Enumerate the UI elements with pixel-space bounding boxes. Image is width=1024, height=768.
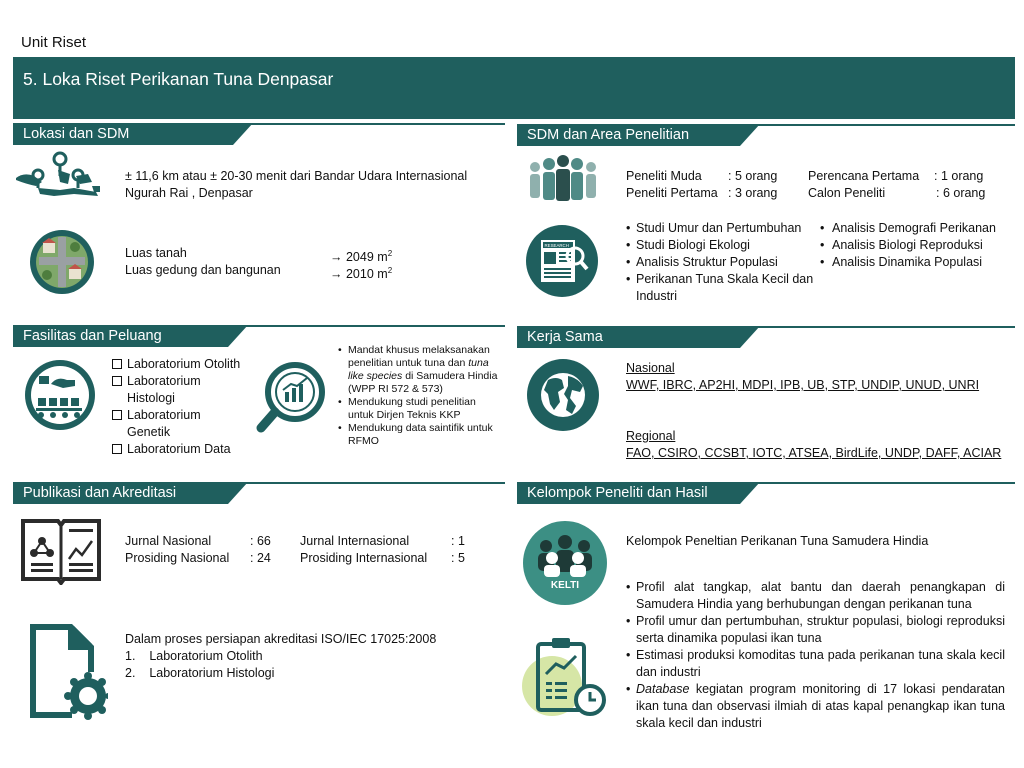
svg-text:RESEARCH: RESEARCH xyxy=(544,243,569,248)
stat-label: Jurnal Internasional xyxy=(300,534,410,548)
staff-label: Peneliti Muda xyxy=(626,169,702,183)
area-item: • Perikanan Tuna Skala Kecil dan Industri xyxy=(626,271,821,305)
map-pins-icon xyxy=(14,150,102,206)
research-document-icon xyxy=(525,224,599,298)
area-list-left xyxy=(626,220,821,305)
section-title-sdm: SDM dan Area Penelitian xyxy=(527,127,690,143)
building-value: → 2010 $m^2$ xyxy=(330,266,393,282)
result-item: • Database kegiatan program monitoring di 17 lokasi pendaratan ikan tuna dan observasi ilmiah di atas kapal penangkap ikan tuna skala kecil dan industri xyxy=(626,681,1005,732)
people-group-icon xyxy=(527,155,599,203)
section-bar-kerjasama xyxy=(517,326,1015,348)
area-item: • Analisis Dinamika Populasi xyxy=(820,254,1015,271)
national-label: Nasional xyxy=(626,361,675,375)
magnifier-chart-icon xyxy=(253,354,333,434)
lab-item: Laboratorium Data xyxy=(111,441,241,458)
accreditation-lab: 2. Laboratorium Histologi xyxy=(125,666,275,680)
lab-item: Laboratorium Histologi xyxy=(111,373,241,407)
section-bar-kelompok xyxy=(517,482,1015,504)
peluang-list xyxy=(338,344,498,448)
peluang-item: • Mendukung studi penelitian untuk Dirjen Teknis KKP xyxy=(338,396,498,422)
banner-title: 5. Loka Riset Perikanan Tuna Denpasar xyxy=(23,69,334,89)
area-item: • Analisis Struktur Populasi xyxy=(626,254,821,271)
regional-list: FAO, CSIRO, CCSBT, IOTC, ATSEA, BirdLife, UNDP, DAFF, ACIAR xyxy=(626,446,1002,460)
area-item: • Analisis Demografi Perikanan xyxy=(820,220,1015,237)
area-list-right xyxy=(820,220,1015,271)
stat-label: Prosiding Internasional xyxy=(300,551,428,565)
open-book-chart-icon xyxy=(20,515,102,585)
distance-line-2: Ngurah Rai , Denpasar xyxy=(125,186,253,200)
section-bar-publikasi xyxy=(13,482,505,504)
accreditation-lab: 1. Laboratorium Otolith xyxy=(125,649,263,663)
stat-label: Prosiding Nasional xyxy=(125,551,230,565)
result-item: • Profil alat tangkap, alat bantu dan daerah penangkapan di Samudera Hindia yang berhubungan dengan perikanan tuna xyxy=(626,579,1005,613)
building-label: Luas gedung dan bangunan xyxy=(125,263,281,277)
team-group-icon xyxy=(522,520,608,606)
conveyor-hand-icon xyxy=(23,358,97,432)
section-title-kerjasama: Kerja Sama xyxy=(527,329,603,345)
section-bar-lokasi xyxy=(13,123,505,145)
area-item: • Analisis Biologi Reproduksi xyxy=(820,237,1015,254)
area-item: • Studi Biologi Ekologi xyxy=(626,237,821,254)
regional-label: Regional xyxy=(626,429,676,443)
stat-value: : 24 xyxy=(250,551,271,565)
staff-label: Calon Peneliti xyxy=(808,186,886,200)
section-title-fasilitas: Fasilitas dan Peluang xyxy=(23,328,162,344)
stat-value: : 66 xyxy=(250,534,271,548)
staff-value: : 5 orang xyxy=(728,169,778,183)
section-title-kelompok: Kelompok Peneliti dan Hasil xyxy=(527,485,708,501)
distance-line-1: ± 11,6 km atau ± 20-30 menit dari Bandar Udara Internasional xyxy=(125,169,468,183)
land-value: → 2049 $m^2$ xyxy=(330,249,393,265)
staff-value: : 3 orang xyxy=(728,186,778,200)
group-name: Kelompok Peneltian Perikanan Tuna Samudera Hindia xyxy=(626,534,929,548)
section-bar-sdm xyxy=(517,124,1015,146)
lab-item: Laboratorium Otolith xyxy=(111,356,241,373)
staff-value: : 6 orang xyxy=(936,186,986,200)
svg-text:KELTI: KELTI xyxy=(550,580,580,591)
result-list xyxy=(626,579,1005,732)
globe-icon xyxy=(526,358,600,432)
unit-title: Unit Riset xyxy=(21,34,87,51)
title-banner xyxy=(13,57,1015,119)
result-item: • Profil umur dan pertumbuhan, struktur populasi, biologi reproduksi serta dinamika populasi ikan tuna xyxy=(626,613,1005,647)
staff-value: : 1 orang xyxy=(934,169,984,183)
city-block-icon xyxy=(29,229,95,295)
peluang-item: • Mendukung data saintifik untuk RFMO xyxy=(338,422,498,448)
staff-label: Perencana Pertama xyxy=(808,169,920,183)
lab-item: Laboratorium Genetik xyxy=(111,407,241,441)
accreditation-intro: Dalam proses persiapan akreditasi ISO/IEC 17025:2008 xyxy=(125,632,437,646)
stat-label: Jurnal Nasional xyxy=(125,534,212,548)
area-item: • Studi Umur dan Pertumbuhan xyxy=(626,220,821,237)
clipboard-chart-icon xyxy=(522,636,612,722)
staff-label: Peneliti Pertama xyxy=(626,186,718,200)
peluang-item: • Mandat khusus melaksanakan penelitian untuk tuna dan tuna like species di Samudera Hindia (WPP RI 572 & 573) xyxy=(338,344,498,396)
stat-value: : 5 xyxy=(451,551,465,565)
result-item: • Estimasi produksi komoditas tuna pada perikanan tuna skala kecil dan industri xyxy=(626,647,1005,681)
lab-list xyxy=(111,356,241,458)
section-title-publikasi: Publikasi dan Akreditasi xyxy=(23,485,177,501)
section-title-lokasi: Lokasi dan SDM xyxy=(23,126,130,142)
stat-value: : 1 xyxy=(451,534,465,548)
national-list: WWF, IBRC, AP2HI, MDPI, IPB, UB, STP, UNDIP, UNUD, UNRI xyxy=(626,378,980,392)
land-label: Luas tanah xyxy=(125,246,187,260)
certificate-document-icon xyxy=(28,622,108,722)
